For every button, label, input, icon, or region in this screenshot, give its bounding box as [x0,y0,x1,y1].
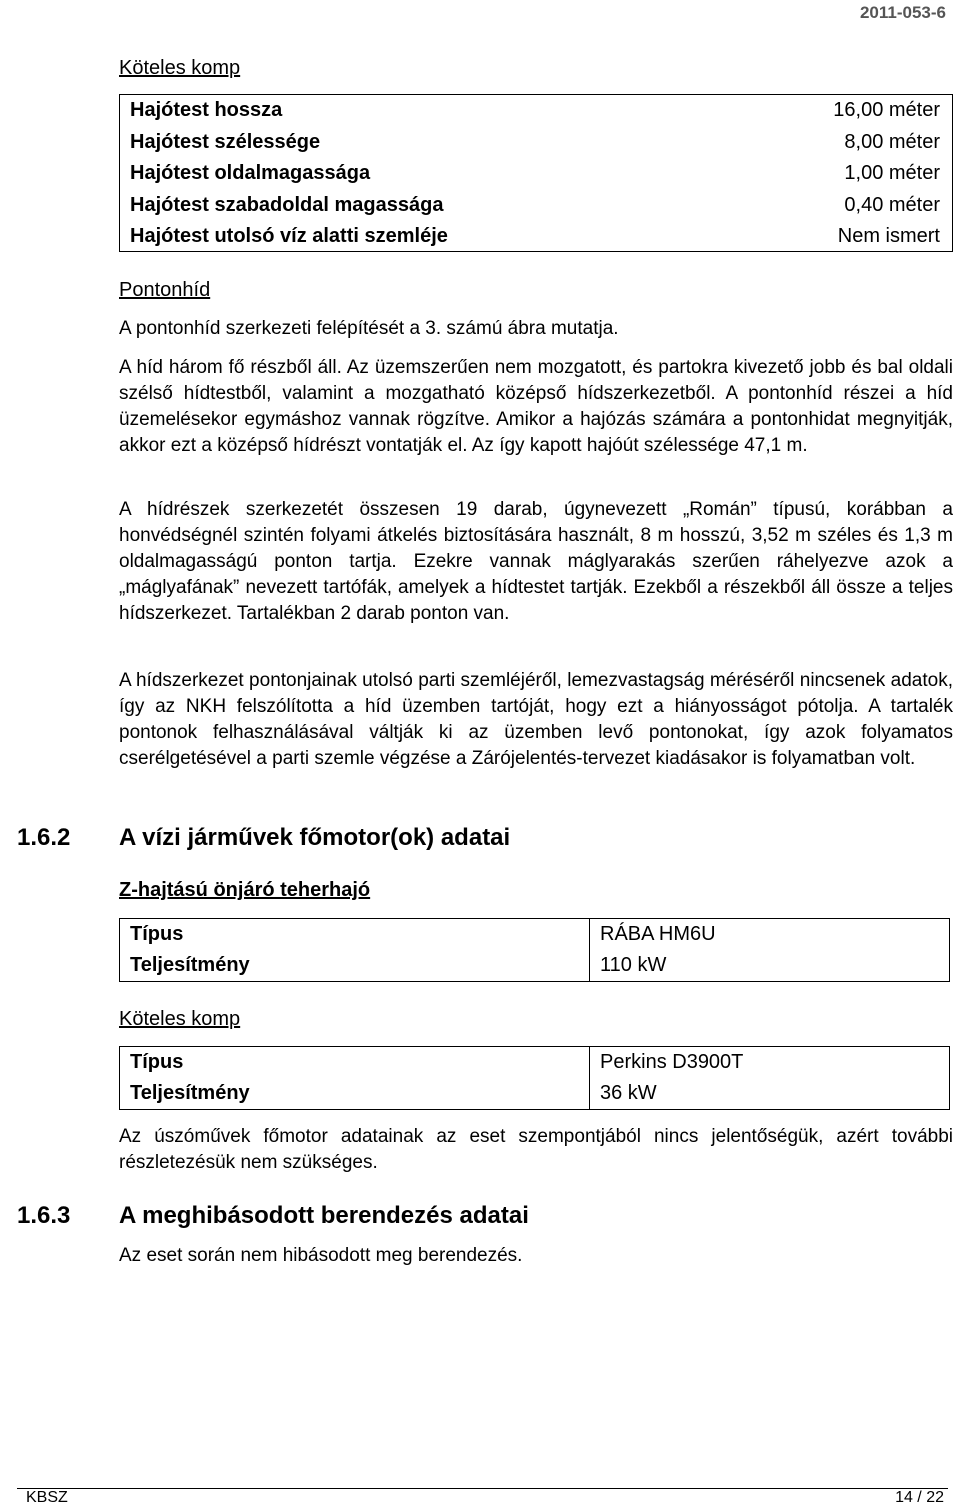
ferry-dims-heading: Köteles komp [119,57,241,79]
footer-org: KBSZ [26,1489,68,1506]
table-row [120,950,950,982]
spec-value: 0,40 méter [844,193,940,216]
pontoon-paragraph-2: A híd három fő részből áll. Az üzemszerűen nem mozgatott, és partokra kivezető jobb és bal oldali szélső hídtestből, valamint a mozgatható középső hídszerkezetből. A pontonhíd részei a híd üzemelésekor egymáshoz vannak rögzítve. Amikor a hajózás számára a pontonhidat megnyitják, akkor ezt a középső hídrészt vontatják el. Az így kapott hajóút szélessége 47,1 m. [119,357,953,456]
cargo-heading: Z-hajtású önjáró teherhajó [119,879,371,901]
spec-value: 1,00 méter [844,162,940,184]
ferry-engine-heading: Köteles komp [119,1008,241,1030]
spec-label: Hajótest utolsó víz alatti szemléje [130,225,448,247]
pontoon-paragraph-4: A hídszerkezet pontonjainak utolsó parti szemléjéről, lemezvastagság méréséről nincsenek adatok, így az NKH felszólította a híd üzemben tartóját, hogy ezt a hiányosságot pótolja. A tartalék pontonok felhasználásával váltják ki az üzemben levő pontonokat, így azok folyamatos cserélgetésével a parti szemle végzése a Zárójelentés-tervezet kiadásakor is folyamatban volt. [119,670,953,769]
table-row [120,127,952,158]
table-row [120,1078,950,1110]
engine-value: 110 kW [590,950,950,982]
pontoon-paragraph-1: A pontonhíd szerkezeti felépítését a 3. számú ábra mutatja. [119,318,619,339]
engine-note: Az úszóművek főmotor adatainak az eset szempontjából nincs jelentőségük, azért további részletezésük nem szükséges. [119,1126,953,1173]
table-row [120,190,952,221]
section-163-text: Az eset során nem hibásodott meg berendezés. [119,1245,523,1266]
spec-value: 16,00 méter [833,99,940,121]
pontoon-heading: Pontonhíd [119,279,211,301]
section-number: 1.6.2 [17,824,71,851]
page-number: 14 / 22 [895,1489,944,1506]
table-row [120,95,952,126]
engine-value: RÁBA HM6U [590,919,950,951]
table-row [120,221,952,252]
engine-value: 36 kW [590,1078,950,1110]
engine-label: Típus [120,919,590,951]
section-title: A meghibásodott berendezés adatai [119,1202,529,1229]
spec-label: Hajótest szélessége [130,130,321,153]
engine-value: Perkins D3900T [590,1047,950,1079]
table-row [120,919,950,951]
section-number: 1.6.3 [17,1202,71,1229]
spec-label: Hajótest oldalmagassága [130,162,371,184]
spec-value: 8,00 méter [844,130,940,153]
section-title: A vízi járművek főmotor(ok) adatai [119,824,511,851]
document-id: 2011-053-6 [859,3,946,22]
spec-label: Hajótest szabadoldal magassága [130,193,444,216]
spec-value: Nem ismert [837,225,940,247]
ferry-engine-table [119,1046,950,1110]
table-row [120,1047,950,1079]
ferry-dims-table [119,94,953,252]
spec-label: Hajótest hossza [130,99,283,121]
engine-label: Teljesítmény [120,950,590,982]
footer-divider [17,1488,948,1489]
cargo-engine-table [119,918,950,982]
pontoon-paragraph-3: A hídrészek szerkezetét összesen 19 darab, úgynevezett „Román” típusú, korábban a honvédségnél szintén folyami átkelés biztosítására használt, 8 m hosszú, 3,52 m széles és 1,3 m oldalmagasságú ponton tartja. Ezekre vannak máglyarakás szerűen ráhelyezve azok a „máglyafának” nevezett tartófák, amelyek a hídtestet tartják. Ezekből a részekből áll össze a teljes hídszerkezet. Tartalékban 2 darab ponton van. [119,499,953,624]
engine-label: Típus [120,1047,590,1079]
table-row [120,158,952,189]
engine-label: Teljesítmény [120,1078,590,1110]
